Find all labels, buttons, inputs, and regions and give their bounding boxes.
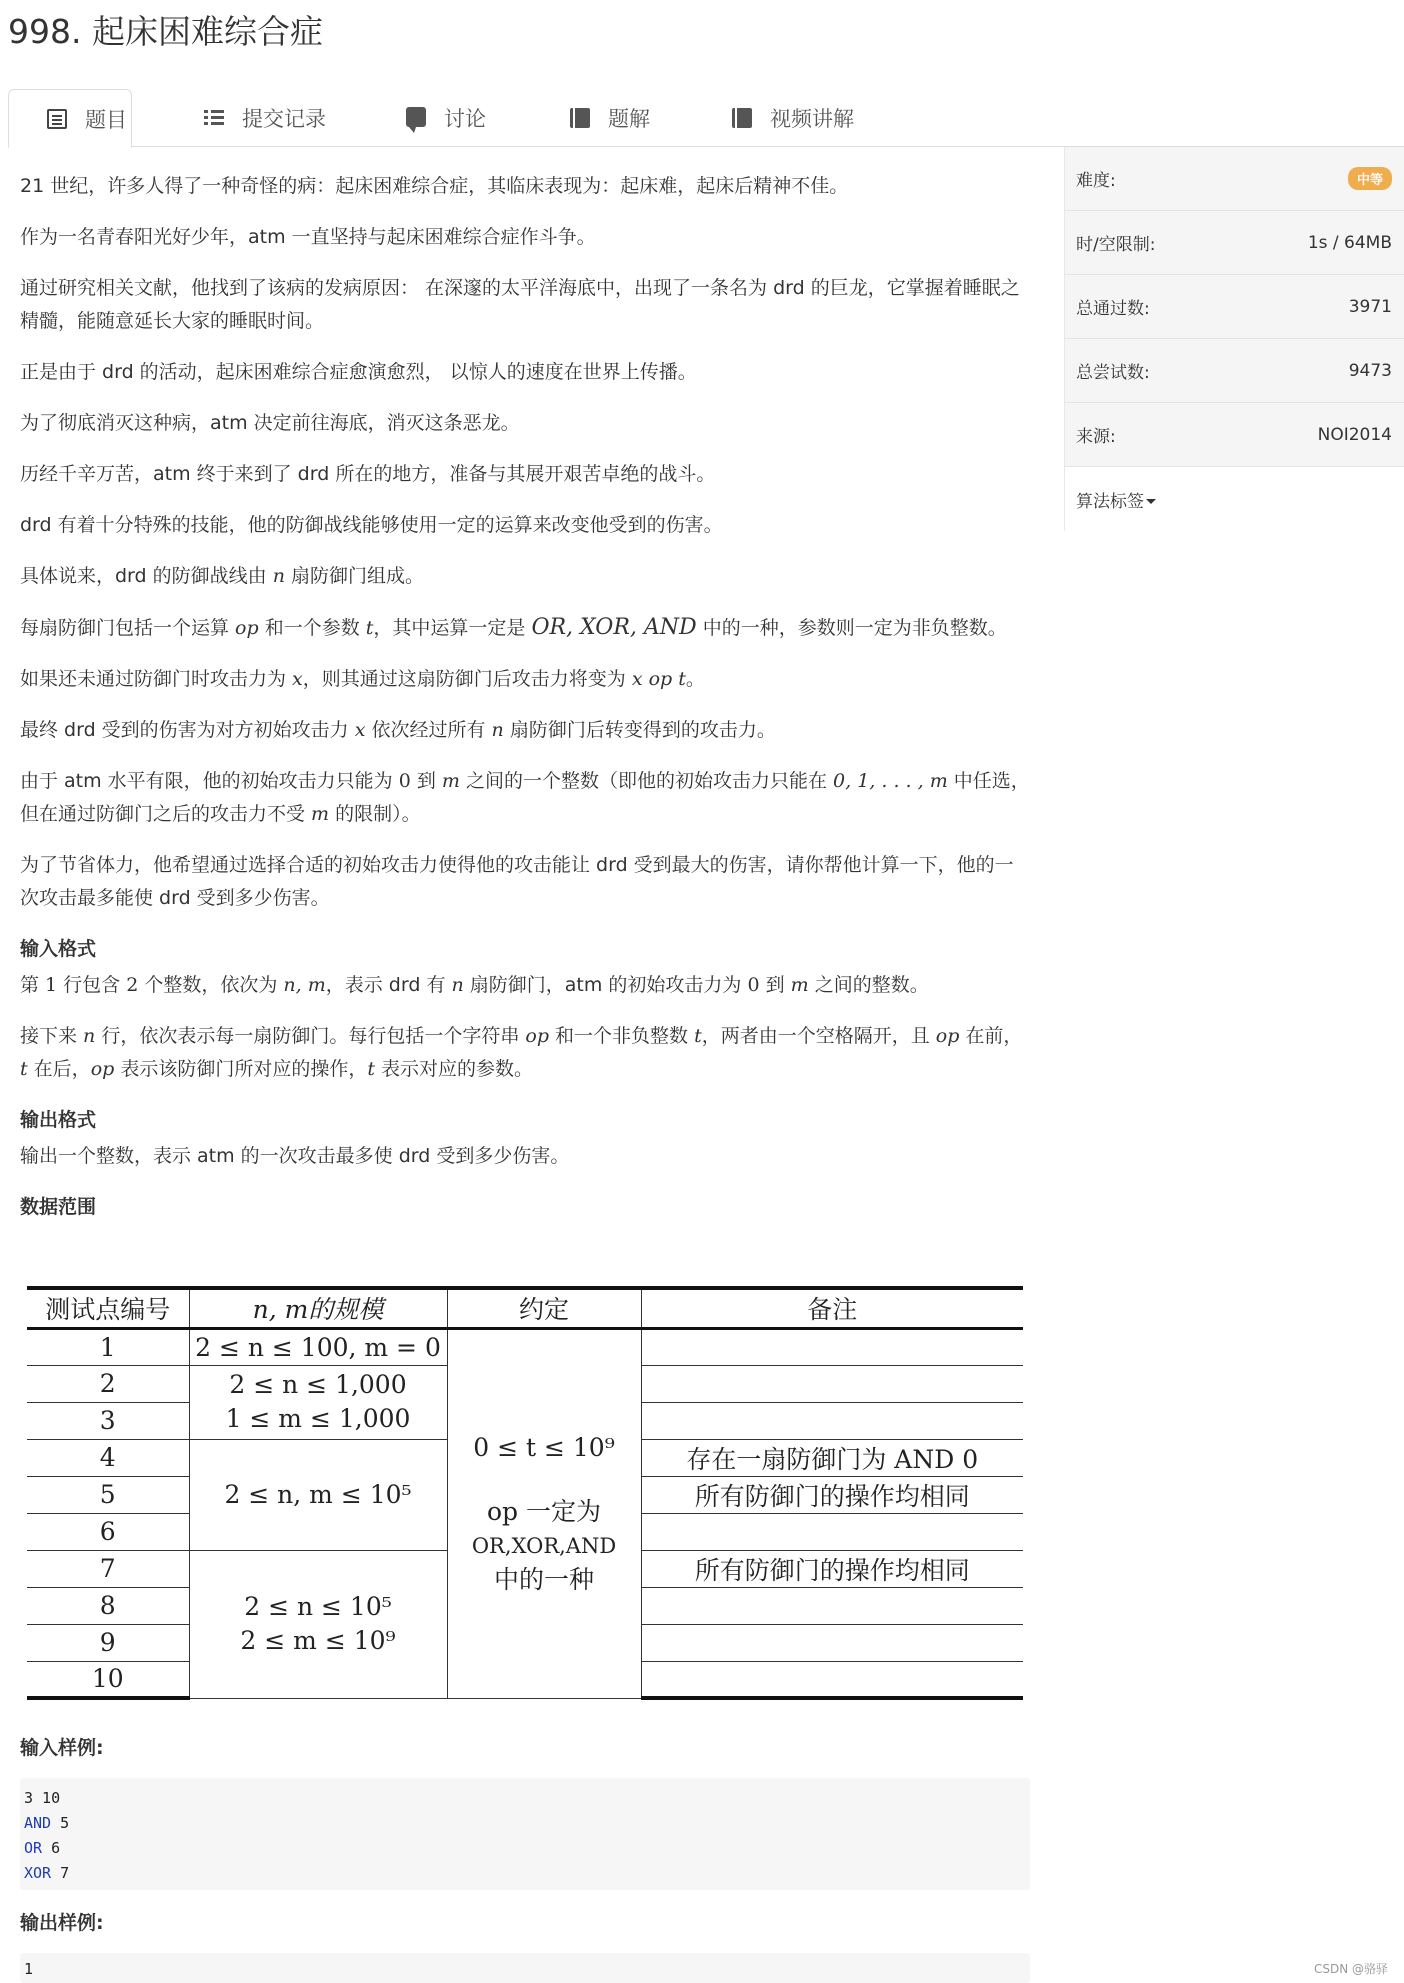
test-id: 7: [27, 1550, 189, 1587]
statement-paragraph: 正是由于 drd 的活动，起床困难综合症愈演愈烈， 以惊人的速度在世界上传播。: [20, 361, 697, 383]
scale-cell: 2 ≤ n, m ≤ 10⁵: [189, 1439, 447, 1550]
tab-video[interactable]: [694, 89, 854, 147]
code-line: 1: [24, 1960, 34, 1978]
difficulty-label: 难度:: [1076, 171, 1116, 191]
note-cell: 所有防御门的操作均相同: [641, 1476, 1023, 1513]
scale-cell: 2 ≤ n ≤ 100, m = 0: [189, 1328, 447, 1365]
input-sample-heading: 输入样例:: [20, 1737, 104, 1759]
note-cell: [641, 1661, 1023, 1698]
difficulty-row: [1065, 147, 1404, 211]
tab-label: 提交记录: [242, 107, 326, 131]
tab-bar: [8, 89, 1404, 147]
statement-paragraph: drd 有着十分特殊的技能，他的防御战线能够使用一定的运算来改变他受到的伤害。: [20, 514, 723, 536]
input-format-paragraph: 第 1 行包含 2 个整数，依次为 n, m，表示 drd 有 n 扇防御门，atm 的初始攻击力为 0 到 m 之间的整数。: [20, 974, 929, 996]
note-cell: 存在一扇防御门为 AND 0: [641, 1439, 1023, 1476]
table-header: 备注: [641, 1288, 1023, 1328]
statement-paragraph: 作为一名青春阳光好少年，atm 一直坚持与起床困难综合症作斗争。: [20, 226, 596, 248]
data-range-table: [27, 1286, 1023, 1700]
watermark: CSDN @骆驿: [1313, 1962, 1388, 1976]
scale-cell: 2 ≤ n ≤ 1,000 1 ≤ m ≤ 1,000: [189, 1365, 447, 1439]
data-range-table-wrap: [27, 1286, 1023, 1700]
tab-solutions[interactable]: [532, 89, 650, 147]
code-line: OR 6: [24, 1839, 61, 1857]
note-cell: [641, 1365, 1023, 1402]
statement-paragraph: 通过研究相关文献，他找到了该病的发病原因： 在深邃的太平洋海底中，出现了一条名为 drd 的巨龙，它掌握着睡眠之精髓，能随意延长大家的睡眠时间。: [20, 277, 1020, 332]
note-cell: [641, 1513, 1023, 1550]
limit-label: 时/空限制:: [1076, 235, 1156, 255]
test-id: 4: [27, 1439, 189, 1476]
passed-value: 3971: [1348, 296, 1392, 317]
input-format-paragraph: 接下来 n 行，依次表示每一扇防御门。每行包括一个字符串 op 和一个非负整数 t，两者由一个空格隔开，且 op 在前，t 在后，op 表示该防御门所对应的操作，t 表示对应的参数。: [20, 1025, 1023, 1080]
tab-label: 题解: [608, 107, 650, 131]
output-sample-code: [20, 1953, 1030, 1983]
limit-row: [1065, 211, 1404, 275]
data-range-heading: 数据范围: [20, 1196, 97, 1218]
list-icon: [204, 108, 224, 128]
statement-paragraph: 最终 drd 受到的伤害为对方初始攻击力 x 依次经过所有 n 扇防御门后转变得到的攻击力。: [20, 719, 776, 741]
tab-label: 讨论: [444, 107, 486, 131]
test-id: 10: [27, 1661, 189, 1698]
note-cell: 所有防御门的操作均相同: [641, 1550, 1023, 1587]
code-line: AND 5: [24, 1814, 70, 1832]
source-label: 来源:: [1076, 427, 1116, 447]
test-id: 9: [27, 1624, 189, 1661]
source-row: [1065, 403, 1404, 467]
tab-problem[interactable]: [8, 89, 132, 148]
note-cell: [641, 1587, 1023, 1624]
statement-paragraph: 每扇防御门包括一个运算 op 和一个参数 t，其中运算一定是 OR, XOR, AND 中的一种，参数则一定为非负整数。: [20, 615, 1007, 640]
table-header: 约定: [447, 1288, 641, 1328]
tried-label: 总尝试数:: [1076, 363, 1150, 383]
input-format-heading: 输入格式: [20, 938, 97, 960]
book-icon: [732, 108, 752, 128]
tab-label: 题目: [85, 107, 127, 132]
note-cell: [641, 1328, 1023, 1365]
output-sample-heading: 输出样例:: [20, 1912, 104, 1934]
rule-cell: 0 ≤ t ≤ 10⁹ op 一定为 OR,XOR,AND 中的一种: [447, 1328, 641, 1698]
test-id: 8: [27, 1587, 189, 1624]
table-row: [27, 1328, 1023, 1365]
tab-submissions[interactable]: [166, 89, 326, 147]
test-id: 6: [27, 1513, 189, 1550]
test-id: 2: [27, 1365, 189, 1402]
passed-label: 总通过数:: [1076, 299, 1150, 319]
scale-cell: 2 ≤ n ≤ 10⁵ 2 ≤ m ≤ 10⁹: [189, 1550, 447, 1698]
passed-row: [1065, 275, 1404, 339]
caret-down-icon: [1146, 499, 1156, 504]
table-header: n, m的规模: [189, 1288, 447, 1328]
statement-paragraph: 历经千辛万苦，atm 终于来到了 drd 所在的地方，准备与其展开艰苦卓绝的战斗。: [20, 463, 716, 485]
note-cell: [641, 1624, 1023, 1661]
statement-paragraph: 由于 atm 水平有限，他的初始攻击力只能为 0 到 m 之间的一个整数（即他的初始攻击力只能在 0, 1, . . . , m 中任选，但在通过防御门之后的攻击力不受 m 的限制）。: [20, 770, 1030, 825]
problem-statement: [20, 170, 1030, 1223]
test-id: 5: [27, 1476, 189, 1513]
book-icon: [570, 108, 590, 128]
statement-paragraph: 为了彻底消灭这种病，atm 决定前往海底，消灭这条恶龙。: [20, 412, 520, 434]
limit-value: 1s / 64MB: [1307, 232, 1392, 253]
problem-info-sidebar: [1064, 147, 1404, 531]
comment-icon: [406, 107, 426, 127]
tags-dropdown[interactable]: [1065, 467, 1404, 531]
input-sample-code: [20, 1778, 1030, 1890]
source-value: NOI2014: [1317, 424, 1392, 445]
tab-discussion[interactable]: [368, 89, 486, 147]
table-header: 测试点编号: [27, 1288, 189, 1328]
code-line: XOR 7: [24, 1864, 70, 1882]
tags-label: 算法标签: [1076, 491, 1144, 512]
test-id: 3: [27, 1402, 189, 1439]
statement-paragraph: 为了节省体力，他希望通过选择合适的初始攻击力使得他的攻击能让 drd 受到最大的伤害，请你帮他计算一下，他的一次攻击最多能使 drd 受到多少伤害。: [20, 854, 1014, 909]
tried-row: [1065, 339, 1404, 403]
statement-paragraph: 如果还未通过防御门时攻击力为 x，则其通过这扇防御门后攻击力将变为 x op t。: [20, 668, 705, 690]
output-format-paragraph: 输出一个整数，表示 atm 的一次攻击最多使 drd 受到多少伤害。: [20, 1145, 570, 1167]
output-format-heading: 输出格式: [20, 1109, 97, 1131]
tab-label: 视频讲解: [770, 107, 854, 131]
statement-paragraph: 21 世纪，许多人得了一种奇怪的病：起床困难综合症，其临床表现为：起床难，起床后精神不佳。: [20, 175, 849, 197]
table-header-row: [27, 1288, 1023, 1328]
difficulty-badge: 中等: [1348, 167, 1392, 190]
page-title: 998. 起床困难综合症: [8, 12, 323, 51]
test-id: 1: [27, 1328, 189, 1365]
document-icon: [47, 109, 67, 129]
tried-value: 9473: [1348, 360, 1392, 381]
statement-paragraph: 具体说来，drd 的防御战线由 n 扇防御门组成。: [20, 565, 424, 587]
note-cell: [641, 1402, 1023, 1439]
code-line: 3 10: [24, 1789, 61, 1807]
